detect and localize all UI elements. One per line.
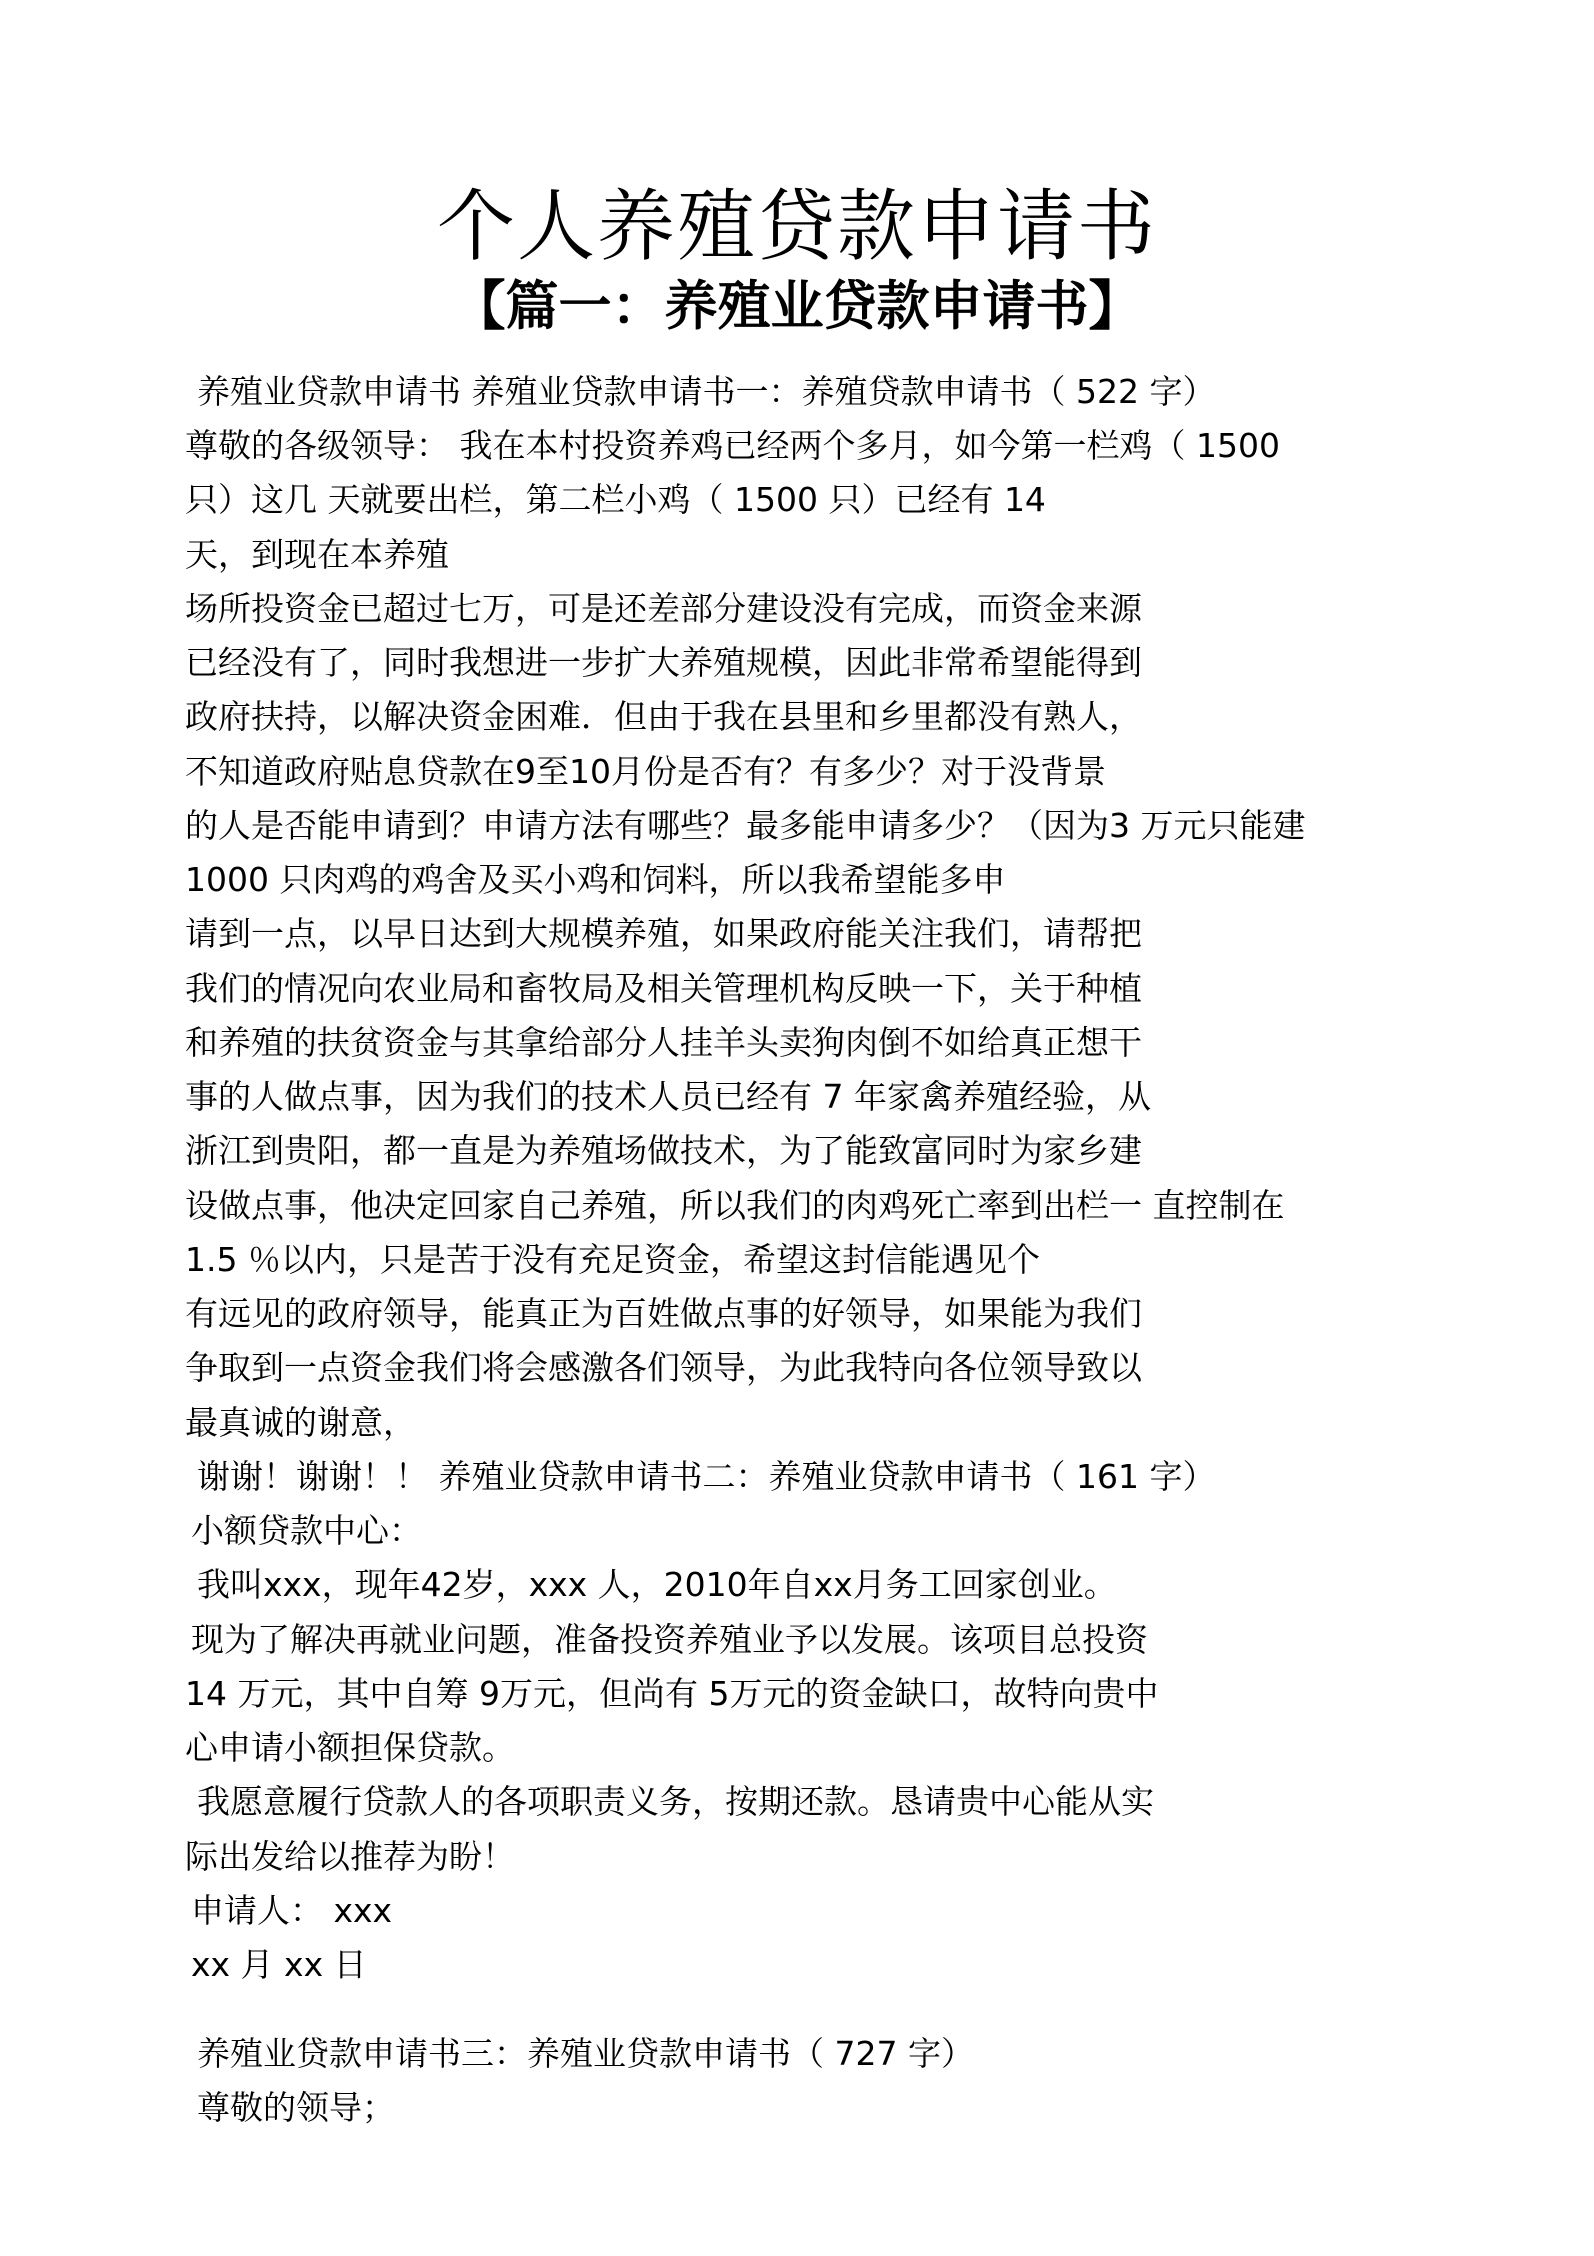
paragraph-line: 小额贷款中心： <box>191 1511 422 1550</box>
paragraph-line: xx 月 xx 日 <box>191 1945 367 1984</box>
paragraph-line: 场所投资金已超过七万，可是还差部分建设没有完成，而资金来源 <box>185 589 1142 628</box>
paragraph-line: 最真诚的谢意， <box>185 1403 416 1442</box>
paragraph-line: 际出发给以推荐为盼！ <box>185 1837 515 1876</box>
paragraph-line: 已经没有了，同时我想进一步扩大养殖规模，因此非常希望能得到 <box>185 643 1142 682</box>
paragraph-line: 养殖业贷款申请书 养殖业贷款申请书一：养殖贷款申请书（ 522 字） <box>197 372 1216 411</box>
paragraph-line: 1000 只肉鸡的鸡舍及买小鸡和饲料，所以我希望能多申 <box>185 860 1006 899</box>
paragraph-line: 1.5 ％以内，只是苦于没有充足资金，希望这封信能遇见个 <box>185 1240 1040 1279</box>
paragraph-line: 养殖业贷款申请书三：养殖业贷款申请书（ 727 字） <box>197 2034 974 2073</box>
paragraph-line: 和养殖的扶贫资金与其拿给部分人挂羊头卖狗肉倒不如给真正想干 <box>185 1023 1142 1062</box>
paragraph-line: 事的人做点事，因为我们的技术人员已经有 7 年家禽养殖经验，从 <box>185 1077 1151 1116</box>
paragraph-line: 争取到一点资金我们将会感激各们领导，为此我特向各位领导致以 <box>185 1348 1142 1387</box>
paragraph-line: 政府扶持，以解决资金困难．但由于我在县里和乡里都没有熟人， <box>185 697 1142 736</box>
paragraph-line: 尊敬的领导； <box>197 2088 395 2127</box>
paragraph-line: 浙江到贵阳，都一直是为养殖场做技术，为了能致富同时为家乡建 <box>185 1131 1142 1170</box>
document-subtitle: 【篇一：养殖业贷款申请书】 <box>452 276 1142 337</box>
paragraph-line: 有远见的政府领导，能真正为百姓做点事的好领导，如果能为我们 <box>185 1294 1142 1333</box>
paragraph-line: 的人是否能申请到？申请方法有哪些？最多能申请多少？（因为3 万元只能建 <box>185 806 1306 845</box>
paragraph-line: 我们的情况向农业局和畜牧局及相关管理机构反映一下，关于种植 <box>185 969 1142 1008</box>
paragraph-line: 我叫xxx，现年42岁，xxx 人，2010年自xx月务工回家创业。 <box>197 1565 1117 1604</box>
paragraph-line: 请到一点，以早日达到大规模养殖，如果政府能关注我们，请帮把 <box>185 914 1142 953</box>
paragraph-line: 不知道政府贴息贷款在9至10月份是否有？有多少？对于没背景 <box>185 752 1106 791</box>
paragraph-line: 现为了解决再就业问题，准备投资养殖业予以发展。该项目总投资 <box>191 1620 1148 1659</box>
paragraph-line: 我愿意履行贷款人的各项职责义务，按期还款。恳请贵中心能从实 <box>197 1782 1154 1821</box>
paragraph-line: 只）这几 天就要出栏，第二栏小鸡（ 1500 只）已经有 14 <box>185 480 1046 519</box>
paragraph-line: 14 万元，其中自筹 9万元，但尚有 5万元的资金缺口，故特向贵中 <box>185 1674 1159 1713</box>
paragraph-line: 心申请小额担保贷款。 <box>185 1728 515 1767</box>
paragraph-line: 天，到现在本养殖 <box>185 535 449 574</box>
paragraph-line: 设做点事，他决定回家自己养殖，所以我们的肉鸡死亡率到出栏一 直控制在 <box>185 1186 1285 1225</box>
paragraph-line: 尊敬的各级领导： 我在本村投资养鸡已经两个多月，如今第一栏鸡（ 1500 <box>185 426 1280 465</box>
paragraph-line: 谢谢！谢谢！！ 养殖业贷款申请书二：养殖业贷款申请书（ 161 字） <box>197 1457 1216 1496</box>
document-title: 个人养殖贷款申请书 <box>436 182 1157 272</box>
paragraph-line: 申请人： xxx <box>191 1891 393 1930</box>
